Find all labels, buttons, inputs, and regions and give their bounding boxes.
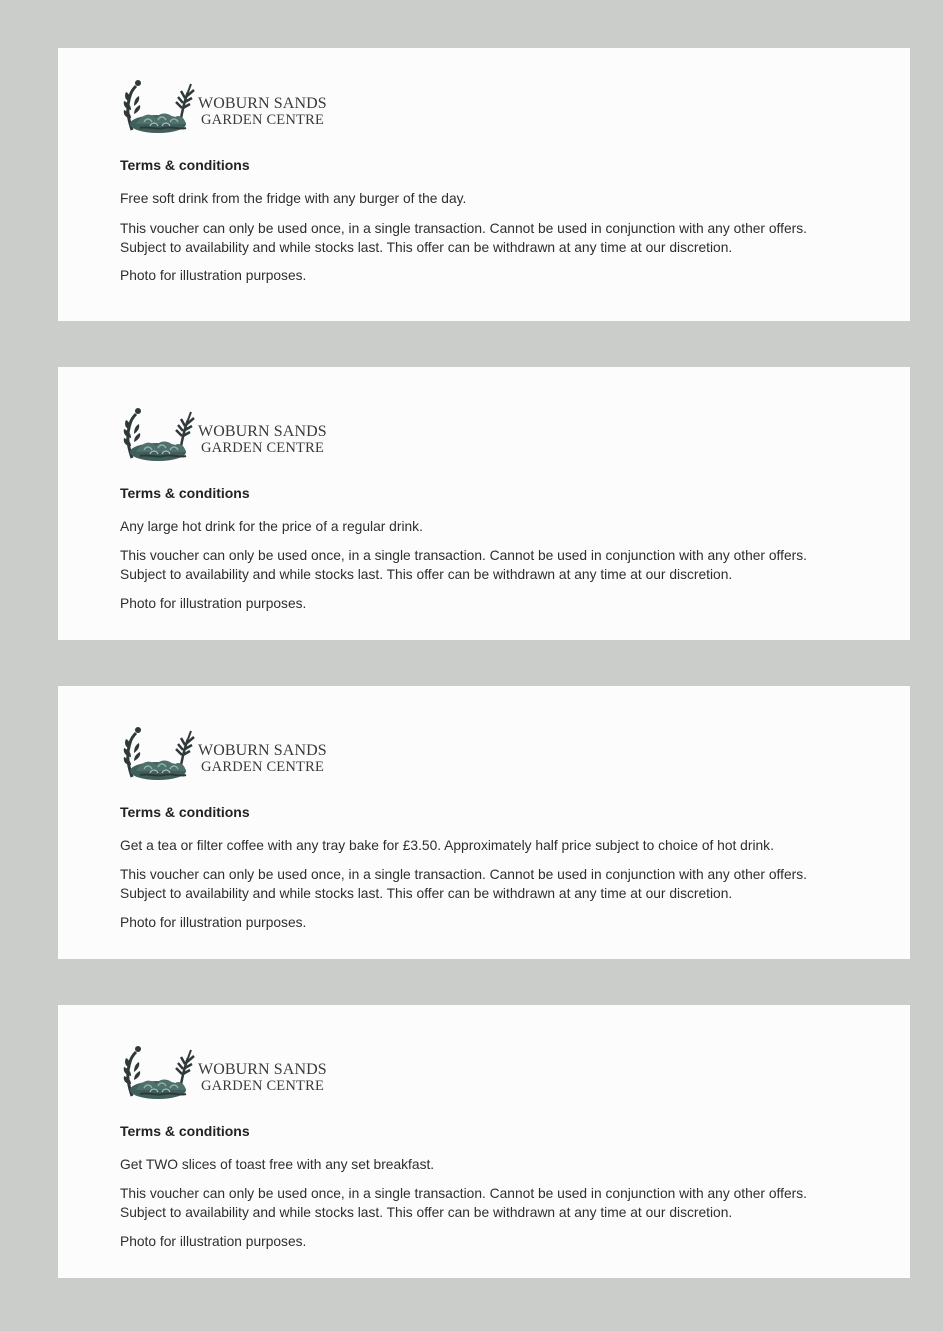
logo bbox=[122, 78, 342, 134]
terms-title: Terms & conditions bbox=[120, 804, 250, 820]
logo bbox=[122, 1044, 342, 1100]
offer-text: Get a tea or filter coffee with any tray bake for £3.50. Approximately half price subject to choice of hot drink. bbox=[120, 838, 774, 853]
terms-title: Terms & conditions bbox=[120, 157, 250, 173]
legal-line2: Subject to availability and while stocks last. This offer can be withdrawn at any time at our discretion. bbox=[120, 240, 733, 255]
garden-plant-icon bbox=[122, 1044, 198, 1100]
offer-text: Free soft drink from the fridge with any burger of the day. bbox=[120, 191, 467, 206]
legal-text bbox=[120, 219, 807, 257]
photo-note: Photo for illustration purposes. bbox=[120, 915, 307, 930]
logo-text bbox=[198, 742, 327, 776]
legal-line2: Subject to availability and while stocks last. This offer can be withdrawn at any time at our discretion. bbox=[120, 1205, 733, 1220]
offer-text: Any large hot drink for the price of a regular drink. bbox=[120, 519, 423, 534]
legal-line1: This voucher can only be used once, in a single transaction. Cannot be used in conjunction with any other offers. bbox=[120, 1186, 807, 1201]
legal-line1: This voucher can only be used once, in a single transaction. Cannot be used in conjunction with any other offers. bbox=[120, 548, 807, 563]
legal-text bbox=[120, 546, 807, 584]
logo-line2: GARDEN CENTRE bbox=[201, 440, 325, 456]
garden-plant-icon bbox=[122, 406, 198, 462]
logo-line1: WOBURN SANDS bbox=[198, 1061, 327, 1078]
photo-note: Photo for illustration purposes. bbox=[120, 1234, 307, 1249]
garden-plant-icon bbox=[122, 725, 198, 781]
logo-line2: GARDEN CENTRE bbox=[201, 759, 325, 775]
legal-line1: This voucher can only be used once, in a single transaction. Cannot be used in conjunction with any other offers. bbox=[120, 867, 807, 882]
logo-line1: WOBURN SANDS bbox=[198, 742, 327, 759]
legal-line1: This voucher can only be used once, in a single transaction. Cannot be used in conjunction with any other offers. bbox=[120, 221, 807, 236]
legal-text bbox=[120, 1184, 807, 1222]
voucher-card-2 bbox=[58, 367, 910, 640]
voucher-card-3 bbox=[58, 686, 910, 959]
logo-line1: WOBURN SANDS bbox=[198, 423, 327, 440]
legal-text bbox=[120, 865, 807, 903]
photo-note: Photo for illustration purposes. bbox=[120, 268, 307, 283]
logo-text bbox=[198, 423, 327, 457]
voucher-card-4 bbox=[58, 1005, 910, 1278]
logo-line1: WOBURN SANDS bbox=[198, 95, 327, 112]
logo-line2: GARDEN CENTRE bbox=[201, 112, 325, 128]
garden-plant-icon bbox=[122, 78, 198, 134]
logo-text bbox=[198, 95, 327, 129]
legal-line2: Subject to availability and while stocks last. This offer can be withdrawn at any time at our discretion. bbox=[120, 567, 733, 582]
logo-line2: GARDEN CENTRE bbox=[201, 1078, 325, 1094]
logo-text bbox=[198, 1061, 327, 1095]
terms-title: Terms & conditions bbox=[120, 1123, 250, 1139]
voucher-card-1 bbox=[58, 48, 910, 321]
terms-title: Terms & conditions bbox=[120, 485, 250, 501]
photo-note: Photo for illustration purposes. bbox=[120, 596, 307, 611]
offer-text: Get TWO slices of toast free with any set breakfast. bbox=[120, 1157, 435, 1172]
logo bbox=[122, 725, 342, 781]
logo bbox=[122, 406, 342, 462]
legal-line2: Subject to availability and while stocks last. This offer can be withdrawn at any time at our discretion. bbox=[120, 886, 733, 901]
